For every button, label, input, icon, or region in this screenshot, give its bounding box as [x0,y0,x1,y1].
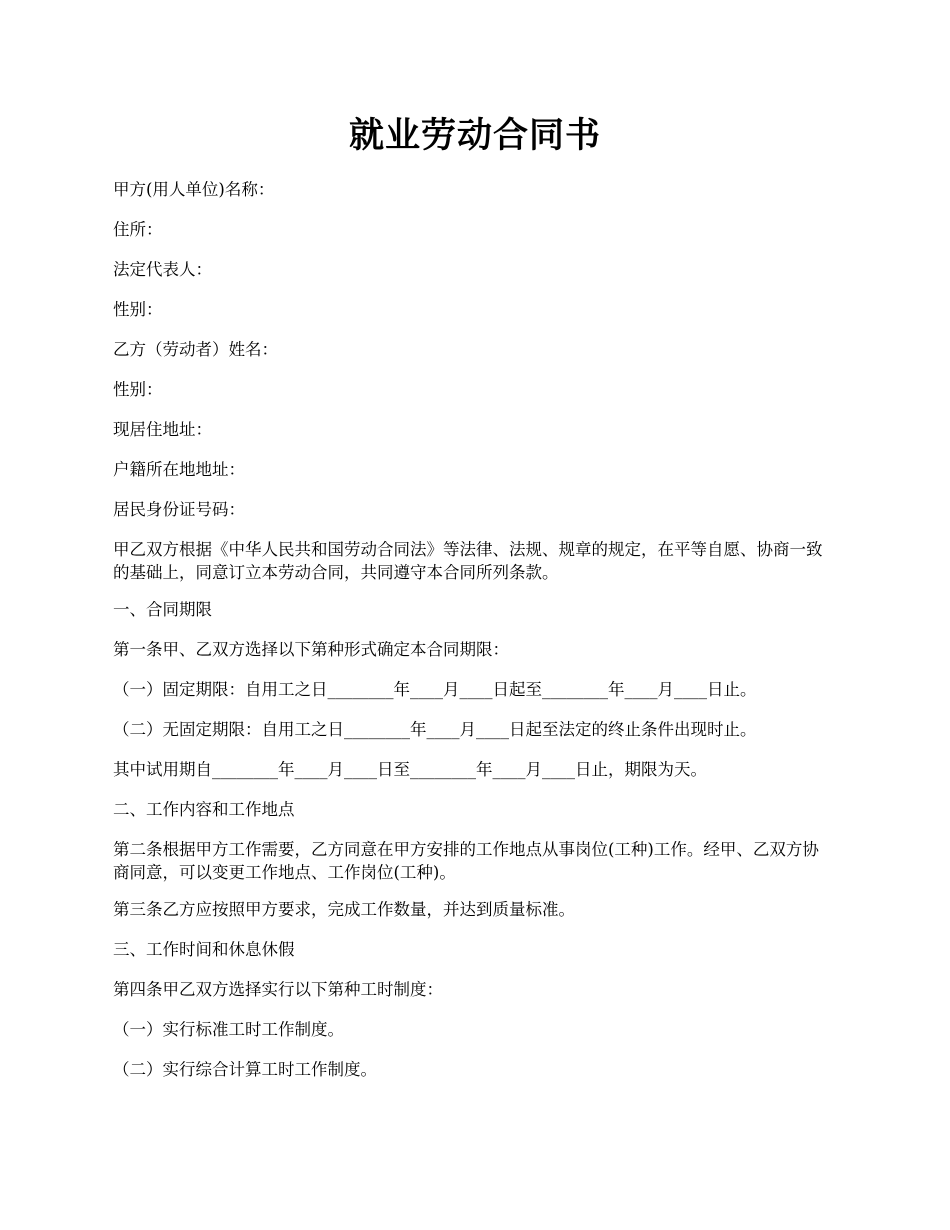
section-heading-work-time: 三、工作时间和休息休假 [113,940,295,959]
paragraph-gender-a: 性别： [113,300,163,319]
paragraph-fixed-term: （一）固定期限：自用工之日________年____月____日起至________年____月____日止。 [113,680,757,699]
paragraph-current-address: 现居住地址： [113,420,212,439]
paragraph-gender-b: 性别： [113,380,163,399]
section-heading-contract-term: 一、合同期限 [113,600,212,619]
document-title: 就业劳动合同书 [348,115,601,156]
paragraph-comprehensive-hours: （二）实行综合计算工时工作制度。 [113,1060,377,1079]
paragraph-household-address: 户籍所在地地址： [113,460,245,479]
paragraph-probation: 其中试用期自________年____月____日至________年____月____日止，期限为天。 [113,760,707,779]
paragraph-party-b-name: 乙方（劳动者）姓名： [113,340,278,359]
paragraph-party-a-name: 甲方(用人单位)名称： [113,180,275,199]
paragraph-standard-hours: （一）实行标准工时工作制度。 [113,1020,344,1039]
paragraph-article-2: 第二条根据甲方工作需要，乙方同意在甲方安排的工作地点从事岗位(工种)工作。经甲、乙双方协商同意，可以变更工作地点、工作岗位(工种)。 [113,840,819,882]
paragraph-legal-representative: 法定代表人： [113,260,212,279]
paragraph-id-number: 居民身份证号码： [113,500,245,519]
paragraph-address: 住所： [113,220,163,239]
paragraph-preamble: 甲乙双方根据《中华人民共和国劳动合同法》等法律、法规、规章的规定，在平等自愿、协商一致的基础上，同意订立本劳动合同，共同遵守本合同所列条款。 [113,540,823,582]
document-body [113,178,835,1098]
paragraph-open-term: （二）无固定期限：自用工之日________年____月____日起至法定的终止条件出现时止。 [113,720,757,739]
paragraph-article-1: 第一条甲、乙双方选择以下第种形式确定本合同期限： [113,640,509,659]
paragraph-article-4: 第四条甲乙双方选择实行以下第种工时制度： [113,980,443,999]
section-heading-work-content: 二、工作内容和工作地点 [113,800,295,819]
paragraph-article-3: 第三条乙方应按照甲方要求，完成工作数量，并达到质量标准。 [113,900,575,919]
